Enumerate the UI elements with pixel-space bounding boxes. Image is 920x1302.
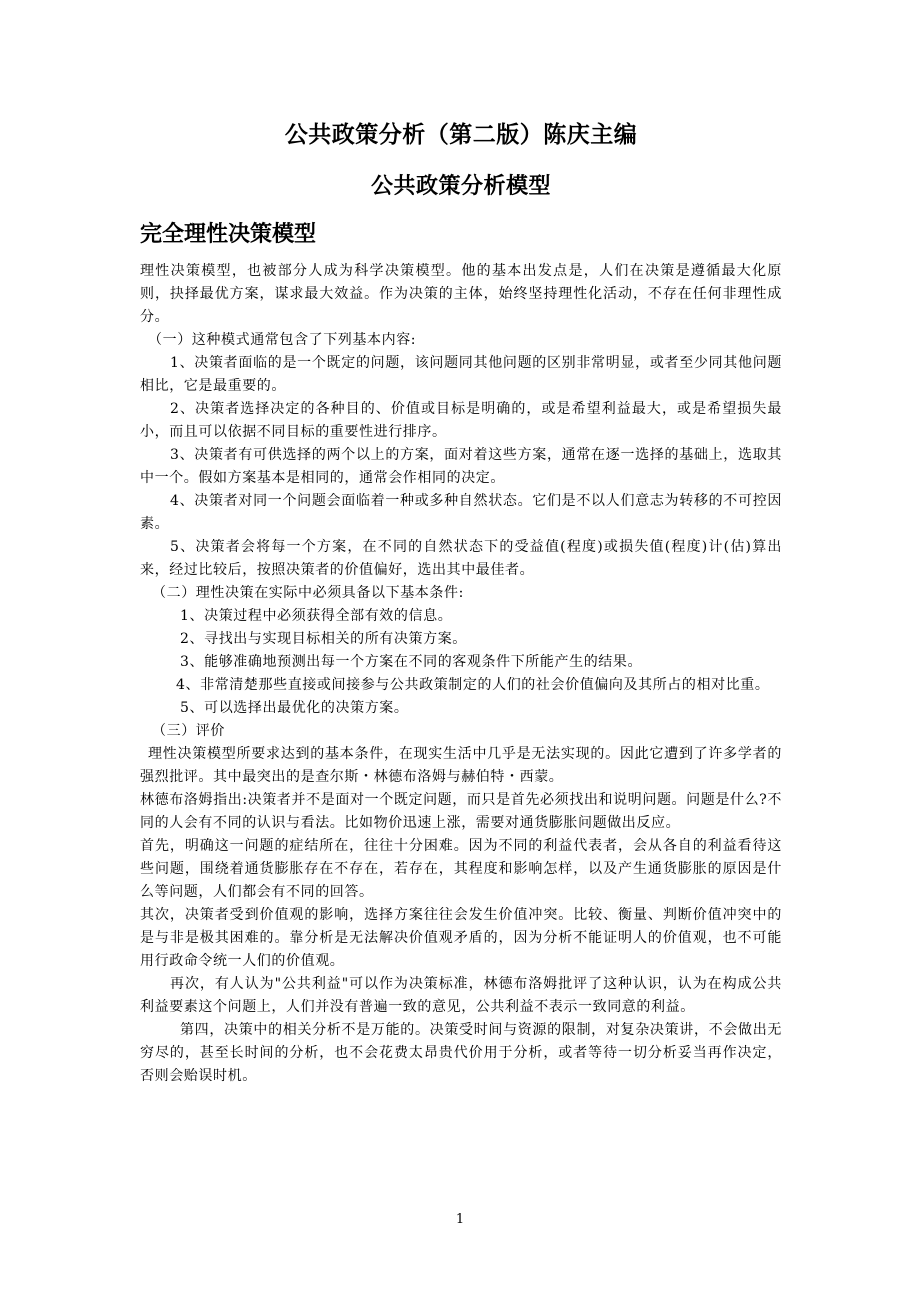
paragraph-content-item-1: 1、决策者面临的是一个既定的问题，该问题同其他问题的区别非常明显，或者至少同其他问题相比，它是最重要的。 [140,355,782,394]
paragraph-lindblom: 林德布洛姆指出:决策者并不是面对一个既定问题，而只是首先必须找出和说明问题。问题是什么?不同的人会有不同的认识与看法。比如物价迅速上涨，需要对通货膨胀问题做出反应。 [140,792,782,831]
paragraph-second: 其次，决策者受到价值观的影响，选择方案往往会发生价值冲突。比较、衡量、判断价值冲突中的是与非是极其困难的。靠分析是无法解决价值观矛盾的，因为分析不能证明人的价值观，也不可能用行政命令统一人们的价值观。 [140,907,782,969]
paragraph-content-item-4: 4、决策者对同一个问题会面临着一种或多种自然状态。它们是不以人们意志为转移的不可控因素。 [140,493,782,532]
paragraph-fourth: 第四，决策中的相关分析不是万能的。决策受时间与资源的限制，对复杂决策讲，不会做出无穷尽的，甚至长时间的分析，也不会花费太昂贵代价用于分析，或者等待一切分析妥当再作决定，否则会贻误时机。 [140,1022,782,1084]
paragraph-content-item-3: 3、决策者有可供选择的两个以上的方案，面对着这些方案，通常在逐一选择的基础上，选取其中一个。假如方案基本是相同的，通常会作相同的决定。 [140,447,782,486]
paragraph-condition-item-4: 4、非常清楚那些直接或间接参与公共政策制定的人们的社会价值偏向及其所占的相对比重。 [176,677,770,693]
section-heading: 完全理性决策模型 [140,222,317,247]
page-number: 1 [455,1212,465,1227]
paragraph-condition-item-5: 5、可以选择出最优化的决策方案。 [180,700,409,716]
paragraph-condition-item-3: 3、能够准确地预测出每一个方案在不同的客观条件下所能产生的结果。 [180,654,643,670]
paragraph-part-three-heading: （三）评价 [152,723,225,739]
paragraph-content-item-5: 5、决策者会将每一个方案，在不同的自然状态下的受益值(程度)或损失值(程度)计(估)算出来，经过比较后，按照决策者的价值偏好，选出其中最佳者。 [140,539,782,578]
paragraph-evaluation-intro: 理性决策模型所要求达到的基本条件，在现实生活中几乎是无法实现的。因此它遭到了许多学者的强烈批评。其中最突出的是查尔斯・林德布洛姆与赫伯特・西蒙。 [140,746,782,785]
paragraph-part-two-heading: （二）理性决策在实际中必须具备以下基本条件: [152,585,464,601]
paragraph-intro: 理性决策模型，也被部分人成为科学决策模型。他的基本出发点是，人们在决策是遵循最大化原则，抉择最优方案，谋求最大效益。作为决策的主体，始终坚持理性化活动，不存在任何非理性成分。 [140,263,782,325]
paragraph-condition-item-2: 2、寻找出与实现目标相关的所有决策方案。 [180,631,467,647]
document-subtitle: 公共政策分析模型 [370,174,551,199]
paragraph-first: 首先，明确这一问题的症结所在，往往十分困难。因为不同的利益代表者，会从各自的利益看待这些问题，围绕着通货膨胀存在不存在，若存在，其程度和影响怎样，以及产生通货膨胀的原因是什么等问题，人们都会有不同的回答。 [140,838,782,900]
page-content [140,118,782,1088]
paragraph-condition-item-1: 1、决策过程中必须获得全部有效的信息。 [180,608,453,624]
document-title: 公共政策分析（第二版）陈庆主编 [284,122,638,148]
paragraph-third: 再次，有人认为"公共利益"可以作为决策标准，林德布洛姆批评了这种认识，认为在构成公共利益要素这个问题上，人们并没有普遍一致的意见，公共利益不表示一致同意的利益。 [140,976,782,1015]
paragraph-part-one-heading: （一）这种模式通常包含了下列基本内容: [148,332,417,348]
paragraph-content-item-2: 2、决策者选择决定的各种目的、价值或目标是明确的，或是希望利益最大，或是希望损失最小，而且可以依据不同目标的重要性进行排序。 [140,401,782,440]
